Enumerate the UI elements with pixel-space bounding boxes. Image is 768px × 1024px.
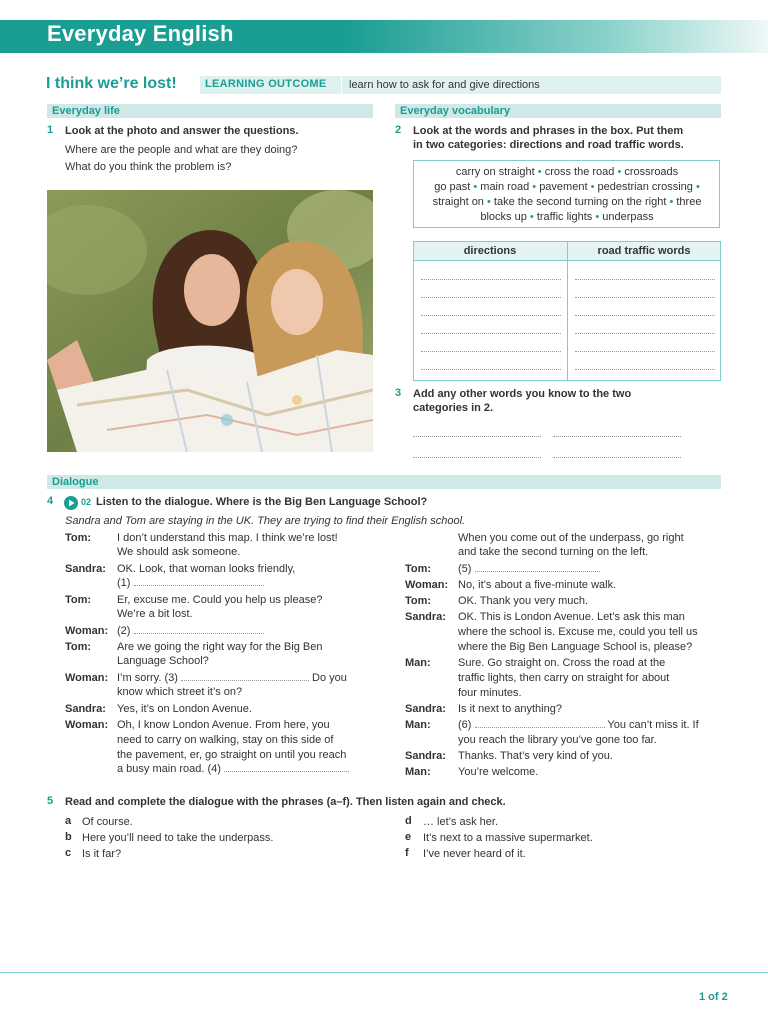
- audio-play-icon[interactable]: [64, 496, 78, 510]
- dialogue-text: We’re a bit lost.: [117, 608, 193, 620]
- exercise-4-instruction: Listen to the dialogue. Where is the Big Ben Language School?: [96, 496, 428, 508]
- dialogue-text: four minutes.: [458, 687, 522, 699]
- dialogue-text: Are we going the right way for the Big Ben: [117, 641, 323, 653]
- option-letter: c: [65, 847, 72, 859]
- word-item: carry on straight: [455, 166, 535, 178]
- answer-line[interactable]: [575, 369, 715, 370]
- gap-number: (5): [458, 563, 472, 575]
- speaker-label: Tom:: [405, 595, 432, 607]
- word-item: pavement: [539, 181, 588, 193]
- section-label-everyday-vocabulary: Everyday vocabulary: [400, 105, 511, 117]
- gap-number: (2): [117, 625, 131, 637]
- speaker-label: Woman:: [65, 625, 109, 637]
- learning-outcome-text: learn how to ask for and give directions: [349, 79, 540, 91]
- gap-number: I’m sorry. (3): [117, 672, 178, 684]
- answer-line[interactable]: [575, 333, 715, 334]
- speaker-label: Tom:: [65, 641, 92, 653]
- dialogue-text: Sure. Go straight on. Cross the road at the: [458, 657, 666, 669]
- dialogue-text: We should ask someone.: [117, 546, 241, 558]
- exercise-3-instruction-line2: categories in 2.: [413, 402, 494, 414]
- speaker-label: Woman:: [65, 719, 109, 731]
- gap-blank[interactable]: [475, 562, 600, 572]
- exercise-3-instruction-line1: Add any other words you know to the two: [413, 388, 632, 400]
- dialogue-text: Thanks. That’s very kind of you.: [458, 750, 613, 762]
- dialogue-text: where the Big Ben Language School is, please?: [458, 641, 693, 653]
- learning-outcome-label: LEARNING OUTCOME: [205, 78, 327, 90]
- dialogue-gap: [458, 718, 699, 733]
- answer-line[interactable]: [421, 279, 561, 280]
- answer-line[interactable]: [553, 457, 681, 458]
- dialogue-text: you reach the library you’ve gone too far.: [458, 734, 657, 746]
- word-box-content: [416, 165, 718, 225]
- exercise-number: 5: [47, 795, 54, 807]
- speaker-label: Sandra:: [405, 703, 446, 715]
- exercise-2-instruction-line1: Look at the words and phrases in the box. Put them: [413, 125, 684, 137]
- dialogue-text: and take the second turning on the left.: [458, 546, 649, 558]
- answer-line[interactable]: [421, 333, 561, 334]
- exercise-number: 1: [47, 124, 54, 136]
- dialogue-text: traffic lights, then carry on straight for about: [458, 672, 670, 684]
- answer-line[interactable]: [421, 315, 561, 316]
- dialogue-text: OK. Look, that woman looks friendly,: [117, 563, 296, 575]
- dialogue-text: OK. This is London Avenue. Let’s ask this man: [458, 611, 685, 623]
- dialogue-text: Er, excuse me. Could you help us please?: [117, 594, 323, 606]
- exercise-5-instruction: Read and complete the dialogue with the phrases (a–f). Then listen again and check.: [65, 796, 506, 808]
- bullet-icon: •: [532, 181, 537, 193]
- page-number: 1 of 2: [699, 991, 728, 1003]
- dialogue-text: Oh, I know London Avenue. From here, you: [117, 719, 330, 731]
- footer-divider: [0, 972, 768, 973]
- bullet-icon: •: [595, 211, 600, 223]
- speaker-label: Woman:: [405, 579, 449, 591]
- word-item: go past: [434, 181, 471, 193]
- option-letter: b: [65, 831, 72, 843]
- gap-number: (1): [117, 577, 131, 589]
- dialogue-text: You’re welcome.: [458, 766, 539, 778]
- bullet-icon: •: [669, 196, 674, 208]
- option-text: … let’s ask her.: [423, 816, 498, 828]
- dialogue-gap: [117, 576, 264, 591]
- dialogue-text: Yes, it’s on London Avenue.: [117, 703, 252, 715]
- answer-line[interactable]: [413, 436, 541, 437]
- dialogue-gap: [458, 562, 600, 577]
- option-text: Is it far?: [82, 848, 122, 860]
- page-title: Everyday English: [47, 21, 234, 46]
- speaker-label: Man:: [405, 719, 431, 731]
- speaker-label: Sandra:: [65, 703, 106, 715]
- bullet-icon: •: [590, 181, 595, 193]
- dialogue-gap: [117, 762, 349, 777]
- dialogue-text: Is it next to anything?: [458, 703, 562, 715]
- bullet-icon: •: [487, 196, 491, 208]
- answer-line[interactable]: [575, 351, 715, 352]
- dialogue-text: You can’t miss it. If: [607, 719, 699, 731]
- word-item: straight on: [432, 196, 484, 208]
- answer-line[interactable]: [421, 351, 561, 352]
- learning-outcome-divider: [341, 76, 342, 94]
- speaker-label: Tom:: [65, 594, 92, 606]
- speaker-label: Man:: [405, 657, 431, 669]
- dialogue-text: When you come out of the underpass, go right: [458, 532, 684, 544]
- option-letter: f: [405, 847, 409, 859]
- bullet-icon: •: [473, 181, 478, 193]
- word-item: underpass: [602, 211, 654, 223]
- word-item: main road: [480, 181, 530, 193]
- gap-blank[interactable]: [224, 762, 349, 772]
- speaker-label: Sandra:: [405, 611, 446, 623]
- dialogue-text: the pavement, er, go straight on until you reach: [117, 749, 347, 761]
- option-letter: e: [405, 831, 412, 843]
- dialogue-text: Do you: [312, 672, 347, 684]
- dialogue-text: Language School?: [117, 655, 209, 667]
- answer-line[interactable]: [553, 436, 681, 437]
- table-header-directions: directions: [463, 245, 517, 257]
- word-item: take the second turning on the right: [493, 196, 667, 208]
- gap-blank[interactable]: [134, 624, 264, 634]
- gap-blank[interactable]: [475, 718, 605, 728]
- bullet-icon: •: [537, 166, 542, 178]
- exercise-number: 4: [47, 495, 54, 507]
- bullet-icon: •: [617, 166, 622, 178]
- exercise-1-question: Where are the people and what are they doing?: [65, 144, 298, 156]
- answer-line[interactable]: [413, 457, 541, 458]
- option-text: It’s next to a massive supermarket.: [423, 832, 593, 844]
- answer-line[interactable]: [575, 297, 715, 298]
- dialogue-text: a busy main road. (4): [117, 763, 221, 775]
- photo-two-girls-with-map: [47, 190, 373, 452]
- word-item: traffic lights: [536, 211, 593, 223]
- speaker-label: Tom:: [65, 532, 92, 544]
- word-item: three blocks up: [480, 196, 702, 223]
- section-label-dialogue: Dialogue: [52, 476, 99, 488]
- dialogue-gap: [117, 624, 264, 639]
- speaker-label: Man:: [405, 766, 431, 778]
- bullet-icon: •: [529, 211, 534, 223]
- bullet-icon: •: [695, 181, 700, 193]
- dialogue-text: know which street it’s on?: [117, 686, 243, 698]
- dialogue-text: No, it’s about a five-minute walk.: [458, 579, 617, 591]
- dialogue-text: I don’t understand this map. I think we’re lost!: [117, 532, 338, 544]
- answer-line[interactable]: [421, 369, 561, 370]
- answer-line[interactable]: [421, 297, 561, 298]
- option-letter: d: [405, 815, 412, 827]
- speaker-label: Tom:: [405, 563, 432, 575]
- exercise-number: 3: [395, 387, 402, 399]
- section-label-everyday-life: Everyday life: [52, 105, 120, 117]
- word-item: crossroads: [624, 166, 679, 178]
- answer-line[interactable]: [575, 279, 715, 280]
- word-item: cross the road: [544, 166, 615, 178]
- table-column-divider: [567, 242, 568, 380]
- word-item: pedestrian crossing: [597, 181, 693, 193]
- exercise-4-context: Sandra and Tom are staying in the UK. They are trying to find their English school.: [65, 515, 466, 527]
- speaker-label: Sandra:: [65, 563, 106, 575]
- exercise-1-instruction: Look at the photo and answer the questions.: [65, 125, 299, 137]
- audio-track-number: 02: [81, 497, 92, 507]
- speaker-label: Woman:: [65, 672, 109, 684]
- table-header-road-traffic-words: road traffic words: [597, 245, 691, 257]
- lesson-title: I think we’re lost!: [46, 75, 177, 92]
- speaker-label: Sandra:: [405, 750, 446, 762]
- option-text: Here you’ll need to take the underpass.: [82, 832, 274, 844]
- dialogue-text: OK. Thank you very much.: [458, 595, 589, 607]
- gap-blank[interactable]: [134, 576, 264, 586]
- option-text: Of course.: [82, 816, 133, 828]
- exercise-number: 2: [395, 124, 402, 136]
- dialogue-gap: [117, 671, 347, 686]
- option-letter: a: [65, 815, 72, 827]
- dialogue-text: need to carry on walking, stay on this side of: [117, 734, 334, 746]
- gap-blank[interactable]: [181, 671, 309, 681]
- option-text: I’ve never heard of it.: [423, 848, 526, 860]
- answer-line[interactable]: [575, 315, 715, 316]
- section-bar-dialogue: [47, 475, 721, 489]
- gap-number: (6): [458, 719, 472, 731]
- exercise-1-question: What do you think the problem is?: [65, 161, 232, 173]
- dialogue-text: where the school is. Excuse me, could you tell us: [458, 626, 698, 638]
- exercise-2-instruction-line2: in two categories: directions and road traffic words.: [413, 139, 684, 151]
